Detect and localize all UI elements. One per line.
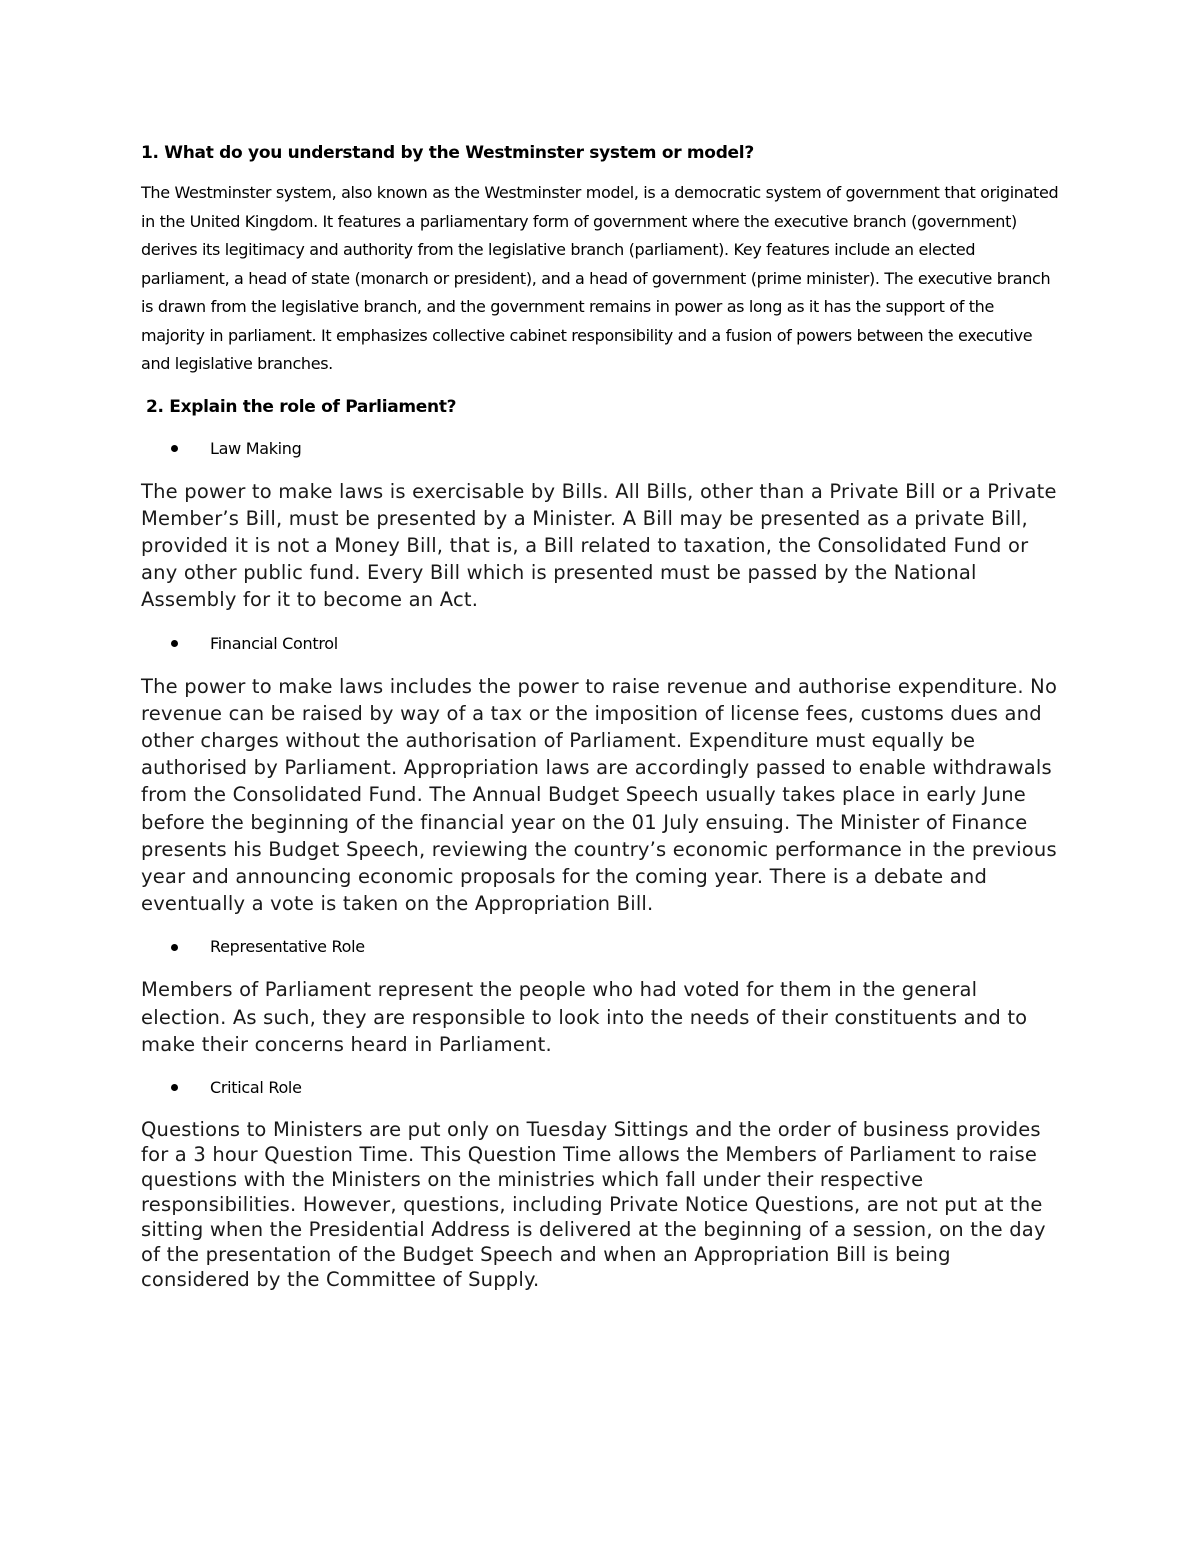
bullet-icon [171, 640, 178, 647]
bullet-icon [171, 944, 178, 951]
document-page [141, 141, 1061, 1310]
bullet-icon [171, 445, 178, 452]
bullet-label: Critical Role [210, 1077, 302, 1097]
critical-role-paragraph: Questions to Ministers are put only on Tuesday Sittings and the order of business provides for a 3 hour Question Time. This Question Time allows the Members of Parliament to raise questions with the Ministers on the ministries which fall under their respective responsibilities. However, questions, including Private Notice Questions, are not put at the sitting when the Presidential Address is delivered at the beginning of a session, on the day of the presentation of the Budget Speech and when an Appropriation Bill is being considered by the Committee of Supply. [141, 1117, 1046, 1291]
question-1-answer: The Westminster system, also known as the Westminster model, is a democratic system of government that originated in the United Kingdom. It features a parliamentary form of government where the executive branch (government) derives its legitimacy and authority from the legislative branch (parliament). Key features include an elected parliament, a head of state (monarch or president), and a head of government (prime minister). The executive branch is drawn from the legislative branch, and the government remains in power as long as it has the support of the majority in parliament. It emphasizes collective cabinet responsibility and a fusion of powers between the executive and legislative branches. [141, 183, 1059, 373]
bullet-label: Financial Control [210, 633, 338, 653]
representative-role-paragraph: Members of Parliament represent the people who had voted for them in the general election. As such, they are responsible to look into the needs of their constituents and to make their concerns heard in Parliament. [141, 978, 1028, 1056]
financial-control-paragraph: The power to make laws includes the power to raise revenue and authorise expenditure. No revenue can be raised by way of a tax or the imposition of license fees, customs dues and other charges without the authorisation of Parliament. Expenditure must equally be authorised by Parliament. Appropriation laws are accordingly passed to enable withdrawals from the Consolidated Fund. The Annual Budget Speech usually takes place in early June before the beginning of the financial year on the 01 July ensuing. The Minister of Finance presents his Budget Speech, reviewing the country’s economic performance in the previous year and announcing economic proposals for the coming year. There is a debate and eventually a vote is taken on the Appropriation Bill. [141, 674, 1058, 916]
bullet-label: Representative Role [210, 937, 365, 957]
bullet-financial-control [171, 632, 1061, 656]
question-1-heading: 1. What do you understand by the Westminster system or model? [141, 143, 754, 163]
question-2-heading: 2. Explain the role of Parliament? [146, 396, 457, 417]
bullet-critical-role [171, 1076, 1061, 1100]
bullet-label: Law Making [210, 438, 302, 458]
bullet-icon [171, 1084, 178, 1091]
bullet-representative-role [171, 935, 1061, 959]
bullet-law-making [171, 437, 1061, 461]
law-making-paragraph: The power to make laws is exercisable by Bills. All Bills, other than a Private Bill or a Private Member’s Bill, must be presented by a Minister. A Bill may be presented as a private Bill, provided it is not a Money Bill, that is, a Bill related to taxation, the Consolidated Fund or any other public fund. Every Bill which is presented must be passed by the National Assembly for it to become an Act. [141, 479, 1057, 612]
